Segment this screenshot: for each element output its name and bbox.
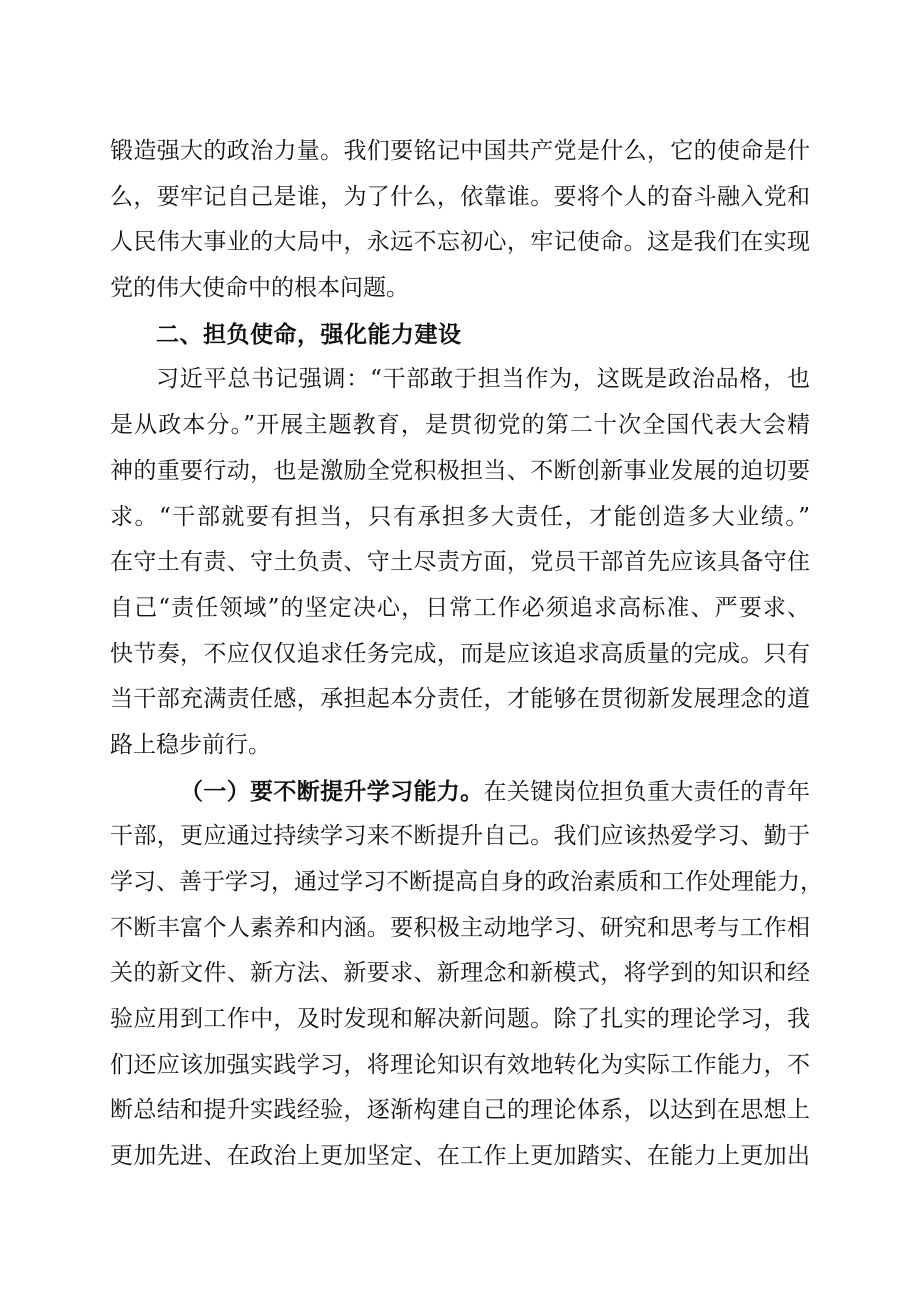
text-line: 神的重要行动，也是激励全党积极担当、不断创新事业发展的迫切要 — [110, 457, 810, 484]
text-line: 习近平总书记强调：“干部敢于担当作为，这既是政治品格，也 — [156, 366, 810, 393]
text-line: 在守土有责、守土负责、守土尽责方面，党员干部首先应该具备守住 — [110, 549, 810, 576]
text-line: 是从政本分。”开展主题教育，是贯彻党的第二十次全国代表大会精 — [110, 412, 810, 439]
text-line: 党的伟大使命中的根本问题。 — [110, 275, 409, 302]
section-heading: 二、担负使命，强化能力建设 — [156, 320, 462, 348]
text-line — [110, 769, 810, 815]
text-line: 么，要牢记自己是谁，为了什么，依靠谁。要将个人的奋斗融入党和 — [110, 183, 810, 210]
text-line: 锻造强大的政治力量。我们要铭记中国共产党是什么，它的使命是什 — [110, 138, 810, 164]
paragraph-3 — [110, 769, 823, 1180]
text-line: 学习、善于学习，通过学习不断提高自身的政治素质和工作处理能力， — [110, 869, 823, 895]
text-line: 自己“责任领域”的坚定决心，日常工作必须追求高标准、严要求、 — [110, 594, 810, 621]
text-line: 断总结和提升实践经验，逐渐构建自己的理论体系，以达到在思想上 — [110, 1097, 810, 1124]
subsection-lead: （一）要不断提升学习能力。 — [180, 777, 484, 805]
text-line: 求。“干部就要有担当，只有承担多大责任，才能创造多大业绩。” — [110, 503, 810, 530]
document-body — [110, 129, 823, 1180]
text-line: 关的新文件、新方法、新要求、新理念和新模式，将学到的知识和经 — [110, 960, 810, 987]
text-fragment: 在关键岗位担负重大责任的青年 — [483, 778, 811, 805]
paragraph-2 — [110, 357, 810, 768]
text-line: 路上稳步前行。 — [110, 731, 271, 758]
text-line: 干部，更应通过持续学习来不断提升自己。我们应该热爱学习、勤于 — [110, 823, 810, 850]
text-line: 不断丰富个人素养和内涵。要积极主动地学习、研究和思考与工作相 — [110, 914, 810, 941]
text-line: 验应用到工作中，及时发现和解决新问题。除了扎实的理论学习，我 — [110, 1006, 810, 1033]
text-line: 当干部充满责任感，承担起本分责任，才能够在贯彻新发展理念的道 — [110, 686, 810, 713]
text-line: 快节奏，不应仅仅追求任务完成，而是应该追求高质量的完成。只有 — [110, 640, 810, 667]
text-line: 更加先进、在政治上更加坚定、在工作上更加踏实、在能力上更加出 — [110, 1143, 810, 1170]
paragraph-1 — [110, 129, 810, 312]
text-line: 们还应该加强实践学习，将理论知识有效地转化为实际工作能力，不 — [110, 1051, 810, 1078]
text-line: 人民伟大事业的大局中，永远不忘初心，牢记使命。这是我们在实现 — [110, 229, 810, 256]
